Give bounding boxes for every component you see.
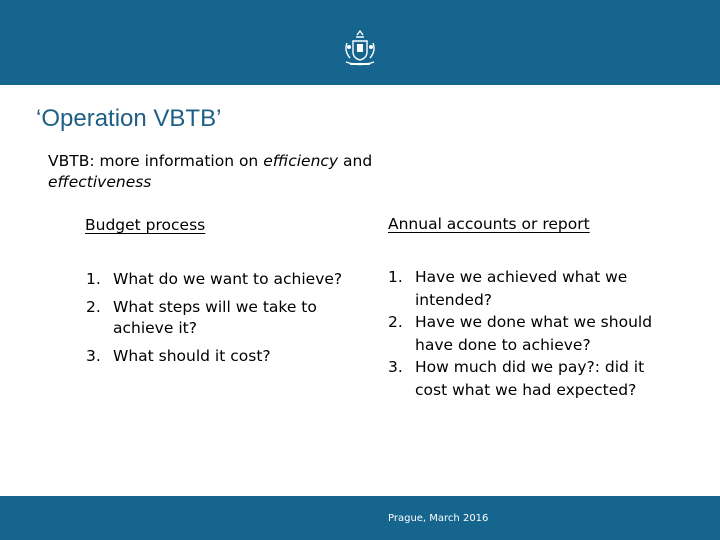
budget-questions-list [86,269,366,374]
list-item-number: 3. [388,358,403,376]
list-item [388,266,678,311]
list-item [86,269,366,290]
list-item [86,346,366,367]
footer-date: Prague, March 2016 [388,513,489,524]
list-item-number: 3. [86,347,101,365]
list-item [388,311,678,356]
footer-band [0,496,720,540]
coat-of-arms-icon [343,29,377,67]
list-item-text: What steps will we take to achieve it? [113,298,317,337]
subtitle-connector: and [338,152,373,170]
annual-accounts-heading: Annual accounts or report [388,215,590,233]
subtitle-emphasis-efficiency: efficiency [263,152,339,170]
list-item-number: 2. [86,298,101,316]
slide-subtitle [48,151,468,193]
list-item [86,297,366,339]
list-item-number: 2. [388,313,403,331]
list-item-text: Have we done what we should have done to achieve? [415,313,653,354]
list-item-number: 1. [388,268,403,286]
list-item-text: How much did we pay?: did it cost what we had expected? [415,358,645,399]
list-item-number: 1. [86,270,101,288]
report-questions-list [388,266,678,401]
subtitle-emphasis-effectiveness: effectiveness [48,173,152,191]
list-item [388,356,678,401]
header-band [0,0,720,85]
list-item-text: What do we want to achieve? [113,270,343,288]
slide-title: ‘Operation VBTB’ [36,105,222,132]
list-item-text: Have we achieved what we intended? [415,268,628,309]
subtitle-prefix: VBTB: more information on [48,152,264,170]
list-item-text: What should it cost? [113,347,271,365]
budget-process-heading: Budget process [85,216,206,234]
